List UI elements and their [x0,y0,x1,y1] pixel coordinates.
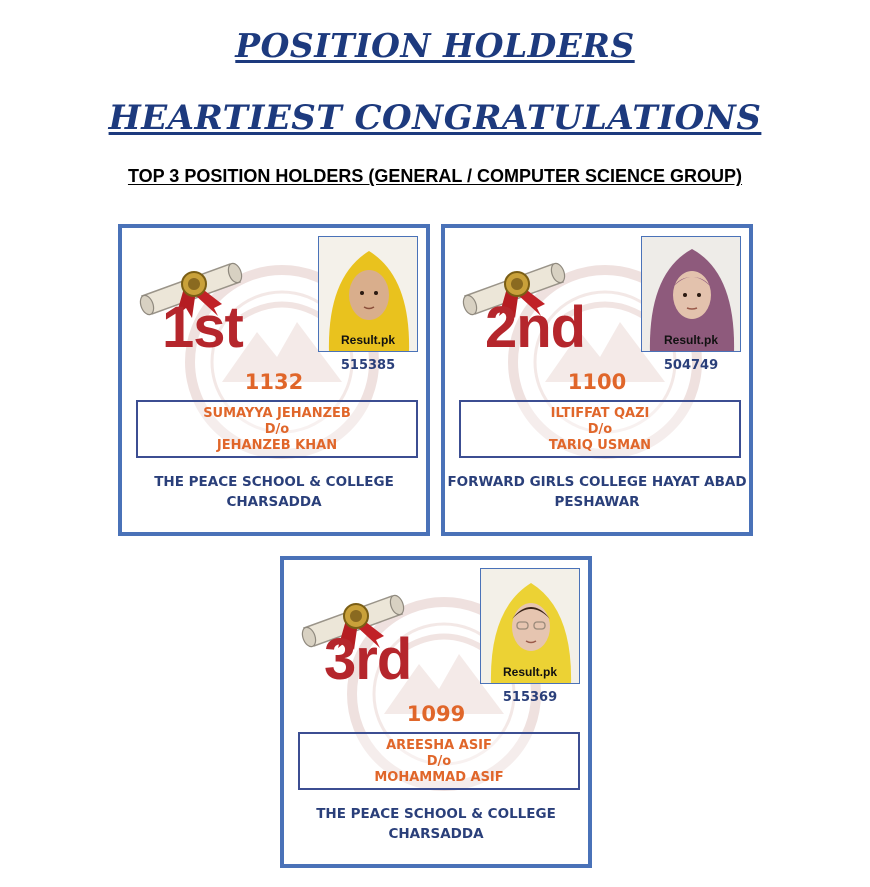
school-line-2: CHARSADDA [388,826,484,842]
student-photo [641,236,741,352]
student-photo [318,236,418,352]
position-card-2 [441,224,753,536]
parent-name: TARIQ USMAN [548,438,652,453]
relation-label: D/o [587,422,613,437]
school-name [284,804,588,844]
rank-label: 2nd [485,295,586,360]
student-name-box [459,400,741,458]
page-subtitle: HEARTIEST CONGRATULATIONS [108,98,762,138]
roll-number: 515369 [502,690,558,705]
student-name-box [298,732,580,790]
relation-label: D/o [426,754,452,769]
school-line-2: PESHAWAR [554,494,640,510]
student-name: AREESHA ASIF [386,738,492,753]
school-name [122,472,426,512]
roll-number: 504749 [663,358,719,373]
school-line-1: THE PEACE SCHOOL & COLLEGE [316,806,556,822]
student-name-box [136,400,418,458]
student-name: SUMAYYA JEHANZEB [203,406,351,421]
school-line-1: FORWARD GIRLS COLLEGE HAYAT ABAD [447,474,747,490]
marks-obtained: 1132 [244,370,304,394]
school-line-2: CHARSADDA [226,494,322,510]
roll-number: 515385 [340,358,396,373]
position-card-3 [280,556,592,868]
photo-watermark: Result.pk [502,665,557,679]
parent-name: MOHAMMAD ASIF [374,770,504,785]
student-name: ILTIFFAT QAZI [550,406,650,421]
marks-obtained: 1100 [567,370,627,394]
marks-obtained: 1099 [406,702,466,726]
school-name [445,472,749,512]
rank-label: 3rd [324,627,412,692]
photo-watermark: Result.pk [663,333,718,347]
relation-label: D/o [264,422,290,437]
school-line-1: THE PEACE SCHOOL & COLLEGE [154,474,394,490]
page-title: POSITION HOLDERS [235,26,635,65]
student-photo [480,568,580,684]
rank-label: 1st [162,295,243,360]
position-card-1 [118,224,430,536]
parent-name: JEHANZEB KHAN [216,438,338,453]
photo-watermark: Result.pk [340,333,395,347]
group-heading: TOP 3 POSITION HOLDERS (GENERAL / COMPUTER SCIENCE GROUP) [127,166,743,186]
